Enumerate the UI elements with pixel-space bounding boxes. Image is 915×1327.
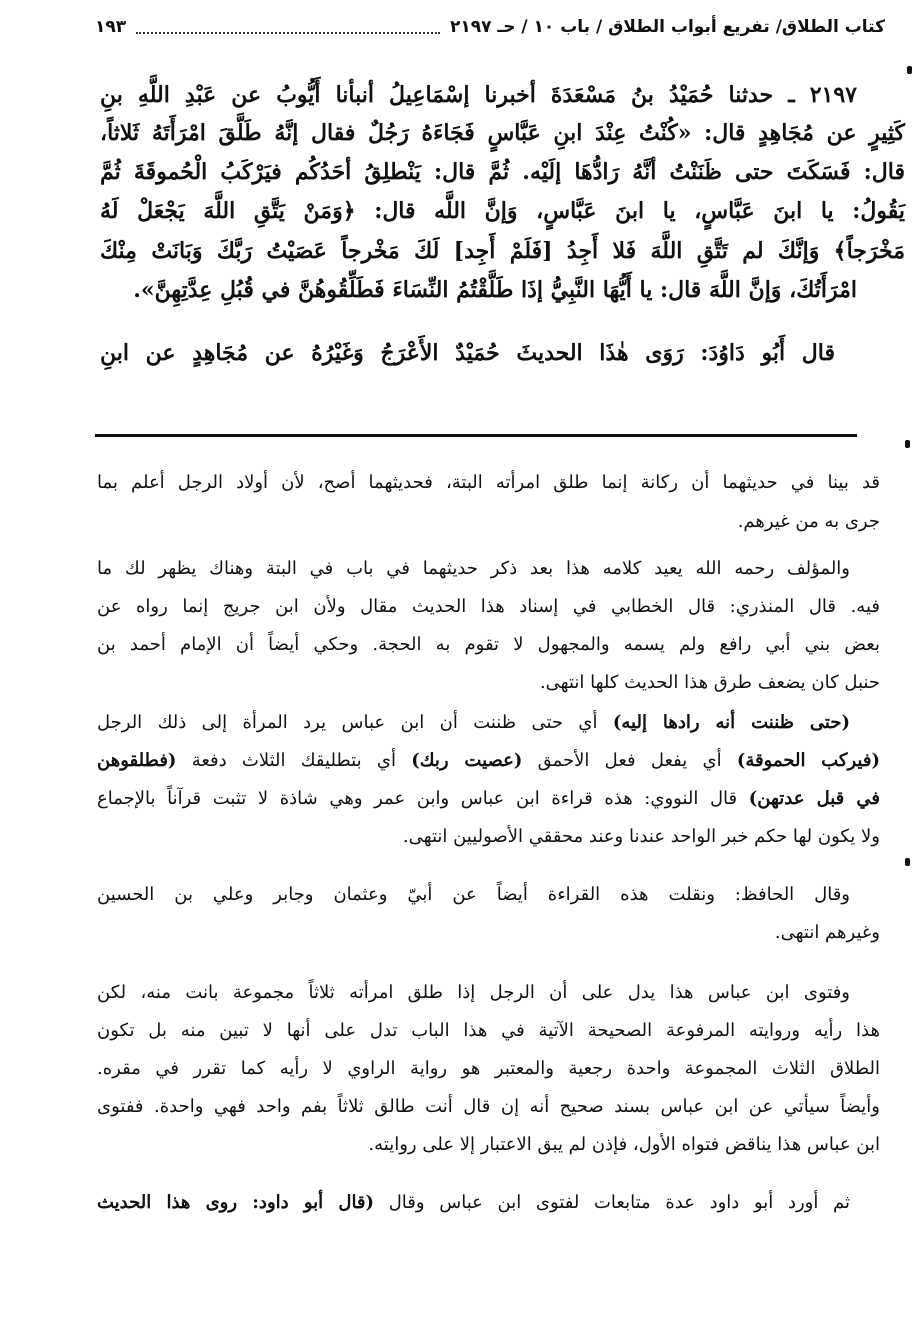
commentary-line	[97, 627, 880, 663]
text-segment: فيه. قال المنذري: قال الخطابي في إسناد هذا الحديث مقال ولأن ابن جريج إنما رواه عن	[97, 596, 880, 617]
bold-phrase: (حتى ظننت أنه رادها إليه)	[612, 712, 850, 733]
text-segment: ابن عباس هذا يناقض فتواه الأول، فإذن لم يبق الاعتبار إلا على روايته.	[368, 1134, 880, 1155]
hadith-line	[100, 334, 835, 372]
page-number: ١٩٣	[95, 17, 127, 37]
text-segment: ولا يكون لها حكم خبر الواحد عندنا وعند محققي الأصوليين انتهى.	[402, 826, 880, 847]
margin-mark	[907, 66, 912, 74]
commentary-line	[403, 819, 880, 855]
commentary-line	[97, 743, 880, 779]
commentary-line	[97, 1089, 880, 1125]
commentary-line	[97, 1013, 880, 1049]
leader-dots	[136, 20, 440, 34]
text-segment: كَثِيرٍ عن مُجَاهِدٍ قال: «كُنْتُ عِنْدَ ابنِ عَبَّاسٍ فَجَاءَهُ رَجُلٌ فقال إنَّهُ طَلَّقَ امْرَأَتَهُ ثَلاثاً،	[100, 120, 905, 146]
text-segment: أي يفعل فعل الأحمق	[522, 750, 737, 771]
margin-mark	[905, 858, 910, 866]
bold-phrase: (فطلقوهن	[97, 750, 177, 771]
text-segment: ثم أورد أبو داود عدة متابعات لفتوى ابن عباس وقال	[374, 1192, 850, 1213]
text-segment: والمؤلف رحمه الله يعيد كلامه هذا بعد ذكر حديثهما في باب في البتة وهناك يظهر لك ما	[97, 558, 850, 579]
bold-phrase: (عصيت ربك)	[411, 750, 523, 771]
commentary-line	[97, 551, 850, 587]
text-segment: قال النووي: هذه قراءة ابن عباس وابن عمر وهي شاذة لا تثبت قرآناً بالإجماع	[97, 788, 749, 809]
running-header	[95, 10, 885, 44]
hadith-line	[100, 232, 905, 270]
hadith-line	[100, 153, 905, 191]
text-segment: حدثنا حُمَيْدُ بنُ مَسْعَدَةَ أخبرنا إسْمَاعِيلُ أنبأنا أَيُّوبُ عن عَبْدِ اللَّهِ بنِ	[100, 82, 774, 108]
hadith-line	[100, 114, 905, 152]
commentary-line	[97, 1051, 880, 1087]
commentary-line	[97, 877, 850, 913]
text-segment: قال أَبُو دَاوُدَ: رَوَى هٰذَا الحديثَ حُمَيْدٌ الأَعْرَجُ وَغَيْرُهُ عن مُجَاهِدٍ عن ابنِ	[100, 340, 835, 366]
text-segment: قد بينا في حديثهما أن ركانة إنما طلق امرأته البتة، فحديثهما أصح، لأن أولاد الرجل أعلم بما	[97, 472, 880, 493]
text-segment: أي بتطليقك الثلاث دفعة	[176, 750, 412, 771]
text-segment: بعض بني أبي رافع ولم يسمه والمجهول لا تقوم به الحجة. وحكي أيضاً أن الإمام أحمد بن	[97, 634, 880, 655]
bold-phrase: روى هذا الحديث	[97, 1192, 253, 1213]
text-segment: وقال الحافظ: ونقلت هذه القراءة أيضاً عن أبيّ وعثمان وجابر وعلي بن الحسين	[97, 884, 850, 905]
bold-phrase: في قبل عدتهن)	[748, 788, 880, 809]
text-segment: جرى به من غيرهم.	[737, 511, 880, 532]
text-segment: قال: فَسَكَتَ حتى ظَنَنْتُ أنَّهُ رَادُّهَا إلَيْه. ثُمَّ قال: يَنْطلِقُ أحَدُكُم فيَرْكَبُ الْحُموقَةَ ثُمَّ	[100, 159, 905, 185]
text-segment: الطلاق الثلاث المجموعة واحدة رجعية والمعتبر هو رواية الراوي لا رأيه كما تقرر في مقره.	[97, 1058, 880, 1079]
text-segment: حنبل كان يضعف طرق هذا الحديث كلها انتهى.	[539, 672, 880, 693]
bold-phrase: (فيركب الحموقة)	[736, 750, 880, 771]
commentary-line	[97, 705, 850, 741]
text-segment: يَقُولُ: يا ابنَ عَبَّاسٍ، يا ابنَ عَبَّاسٍ، وَإنَّ اللَّه قال: ﴿وَمَنْ يَتَّقِ اللَّهَ يَجْعَلْ لَهُ	[100, 198, 905, 224]
text-segment: وغيرهم انتهى.	[774, 922, 880, 943]
commentary-line	[738, 504, 880, 540]
bold-phrase: (قال أبو داود:	[252, 1192, 375, 1213]
running-title: كتاب الطلاق/ تفريع أبواب الطلاق / باب ١٠ / حـ ٢١٩٧	[449, 17, 885, 37]
hadith-line	[100, 192, 905, 230]
text-segment: وفتوى ابن عباس هذا يدل على أن الرجل إذا طلق امرأته ثلاثاً مجموعة بانت منه، لكن	[97, 982, 850, 1003]
footnote-separator	[95, 434, 857, 437]
text-segment: مَخْرَجاً﴾ وَإنَّكَ لم تَتَّقِ اللَّهَ فَلا أَجِدُ [فَلَمْ أَجِد] لَكَ مَخْرجاً عَصَيْتُ رَبَّكَ وَبَانَتْ مِنْكَ	[100, 238, 905, 264]
commentary-line	[97, 589, 880, 625]
commentary-line	[540, 665, 880, 701]
hadith-line	[100, 76, 857, 114]
margin-mark	[905, 440, 910, 448]
text-segment: وأيضاً سيأتي عن ابن عباس بسند صحيح أنه إن قال أنت طالق ثلاثاً بفم واحد فهي واحدة. ففتوى	[97, 1096, 880, 1117]
commentary-line	[775, 915, 880, 951]
commentary-line	[97, 975, 850, 1011]
commentary-line	[97, 781, 880, 817]
text-segment: أي حتى ظننت أن ابن عباس يرد المرأة إلى ذلك الرجل	[97, 712, 613, 733]
text-segment: هذا رأيه وروايته المرفوعة الصحيحة الآتية في هذا الباب تدل على أنها لا تبين منه بل تكون	[97, 1020, 880, 1041]
text-segment: امْرَأَتُكَ، وَإنَّ اللَّهَ قال: يا أَيُّهَا النَّبِيُّ إذَا طَلَّقْتُمُ النِّسَاءَ فَطَلِّقُوهُنَّ في قُبُلِ عِدَّتِهِنَّ».	[133, 277, 857, 303]
commentary-line	[368, 1127, 880, 1163]
bold-phrase: ٢١٩٧ ـ	[773, 82, 857, 108]
hadith-line	[133, 271, 857, 309]
commentary-line	[97, 1185, 850, 1221]
commentary-line	[97, 465, 880, 501]
